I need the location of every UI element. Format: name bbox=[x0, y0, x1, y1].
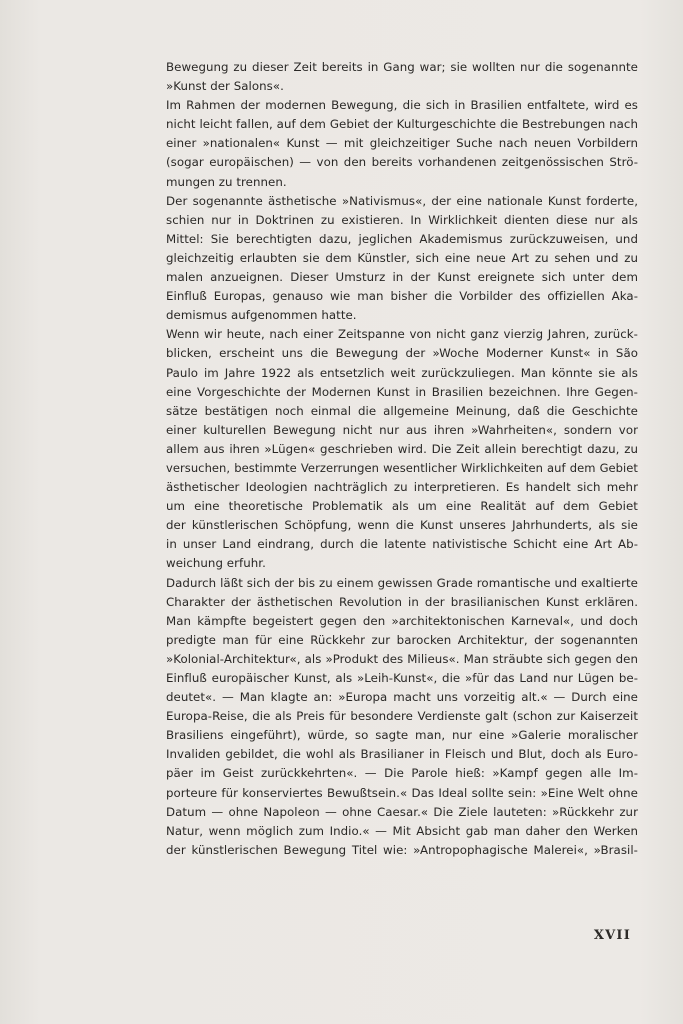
text-line: demismus aufgenommen hatte. bbox=[166, 308, 357, 323]
text-line: in unser Land eindrang, durch die latente nativistische Schicht eine Art Ab- bbox=[166, 537, 638, 552]
text-line: versuchen, bestimmte Verzerrungen wesentlicher Wirklichkeiten auf dem Gebiet bbox=[166, 460, 638, 475]
text-line: Charakter der ästhetischen Revolution in der brasilianischen Kunst erklären. bbox=[166, 594, 638, 609]
text-line: Mittel: Sie berechtigten dazu, jeglichen Akademismus zurückzuweisen, und bbox=[166, 231, 638, 246]
text-line: um eine theoretische Problematik als um eine Realität auf dem Gebiet bbox=[166, 499, 638, 514]
text-line: der künstlerischen Bewegung Titel wie: »Antropophagische Malerei«, »Brasil- bbox=[166, 842, 638, 857]
text-line: einer »nationalen« Kunst — mit gleichzeitiger Suche nach neuen Vorbildern bbox=[166, 136, 638, 151]
text-line: Man kämpfte begeistert gegen den »architektonischen Karneval«, und doch bbox=[166, 613, 638, 628]
text-line: »Kolonial-Architektur«, als »Produkt des Milieus«. Man sträubte sich gegen den bbox=[166, 651, 638, 666]
text-line: Datum — ohne Napoleon — ohne Caesar.« Die Ziele lauteten: »Rückkehr zur bbox=[166, 804, 638, 819]
text-line: blicken, erscheint uns die Bewegung der »Woche Moderner Kunst« in São bbox=[166, 346, 638, 361]
text-line: malen anzueignen. Dieser Umsturz in der Kunst ereignete sich unter dem bbox=[166, 270, 638, 285]
text-line: Einfluß Europas, genauso wie man bisher die Vorbilder des offiziellen Aka- bbox=[166, 289, 638, 304]
text-line: predigte man für eine Rückkehr zur barocken Architektur, der sogenannten bbox=[166, 632, 638, 647]
text-line: ästhetischer Ideologien nachträglich zu interpretieren. Es handelt sich mehr bbox=[166, 480, 638, 495]
text-line: päer im Geist zurückkehrten«. — Die Parole hieß: »Kampf gegen alle Im- bbox=[166, 766, 638, 781]
text-line: weichung erfuhr. bbox=[166, 556, 266, 571]
text-line: schien nur in Doktrinen zu existieren. In Wirklichkeit dienten diese nur als bbox=[166, 212, 638, 227]
text-line: einer kulturellen Bewegung nicht nur aus ihren »Wahrheiten«, sondern vor bbox=[166, 422, 638, 437]
text-line: der künstlerischen Schöpfung, wenn die Kunst unseres Jahrhunderts, als sie bbox=[166, 518, 638, 533]
text-line: Europa-Reise, die als Preis für besondere Verdienste galt (schon zur Kaiserzeit bbox=[166, 709, 638, 724]
text-line: deutet«. — Man klagte an: »Europa macht uns vorzeitig alt.« — Durch eine bbox=[166, 690, 638, 705]
text-line: (sogar europäischen) — von den bereits vorhandenen zeitgenössischen Strö- bbox=[166, 155, 638, 170]
text-line: Invaliden gebildet, die wohl als Brasilianer in Fleisch und Blut, doch als Euro- bbox=[166, 747, 638, 762]
text-line: porteure für konserviertes Bewußtsein.« Das Ideal sollte sein: »Eine Welt ohne bbox=[166, 785, 638, 800]
text-line: mungen zu trennen. bbox=[166, 174, 287, 189]
text-line: gleichzeitig erlaubten sie dem Künstler, sich eine neue Art zu sehen und zu bbox=[166, 250, 638, 265]
text-line: Paulo im Jahre 1922 als entsetzlich weit zurückzuliegen. Man könnte sie als bbox=[166, 365, 638, 380]
text-line: Der sogenannte ästhetische »Nativismus«, der eine nationale Kunst forderte, bbox=[166, 193, 638, 208]
text-line: Brasiliens eingeführt), würde, so sagte man, nur eine »Galerie moralischer bbox=[166, 728, 638, 743]
text-line: Im Rahmen der modernen Bewegung, die sich in Brasilien entfaltete, wird es bbox=[166, 98, 638, 113]
body-text bbox=[166, 58, 638, 860]
text-line: eine Vorgeschichte der Modernen Kunst in Brasilien bezeichnen. Ihre Gegen- bbox=[166, 384, 638, 399]
page-number: XVII bbox=[593, 928, 631, 943]
text-line: nicht leicht fallen, auf dem Gebiet der Kulturgeschichte die Bestrebungen nach bbox=[166, 117, 638, 132]
text-line: Natur, wenn möglich zum Indio.« — Mit Absicht gab man daher den Werken bbox=[166, 823, 638, 838]
text-line: Wenn wir heute, nach einer Zeitspanne von nicht ganz vierzig Jahren, zurück- bbox=[166, 327, 638, 342]
text-line: Dadurch läßt sich der bis zu einem gewissen Grade romantische und exaltierte bbox=[166, 575, 638, 590]
text-line: Bewegung zu dieser Zeit bereits in Gang war; sie wollten nur die sogenannte bbox=[166, 60, 638, 74]
text-line: »Kunst der Salons«. bbox=[166, 79, 284, 94]
text-line: allem aus ihren »Lügen« geschrieben wird. Die Zeit allein berechtigt dazu, zu bbox=[166, 441, 638, 456]
text-line: sätze bestätigen noch einmal die allgemeine Meinung, daß die Geschichte bbox=[166, 403, 638, 418]
text-line: Einfluß europäischer Kunst, als »Leih-Kunst«, die »für das Land nur Lügen be- bbox=[166, 671, 638, 685]
